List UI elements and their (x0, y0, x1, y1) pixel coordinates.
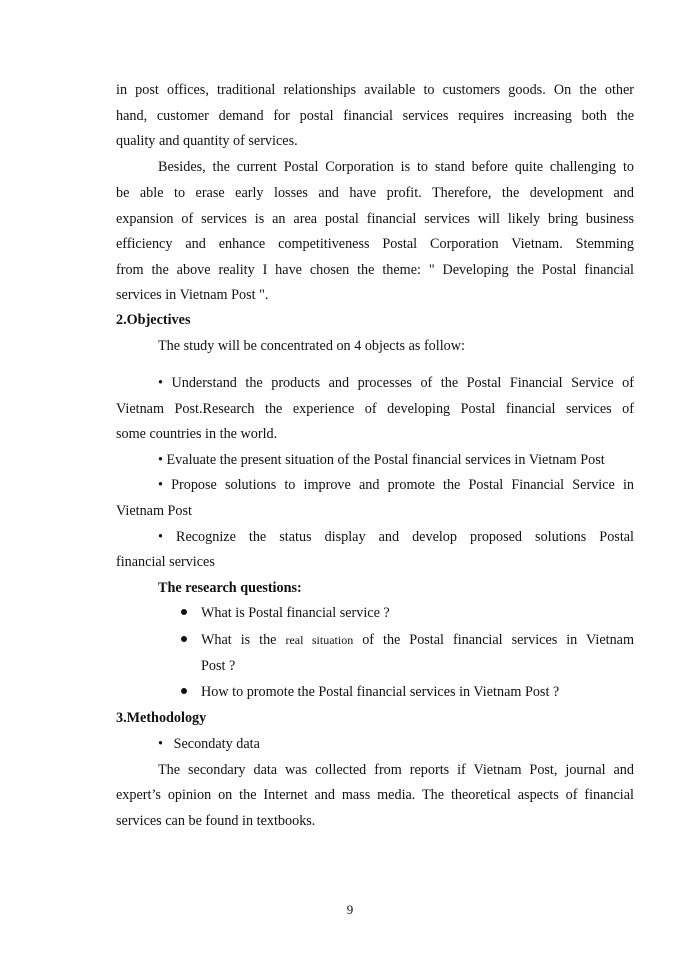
background-line-5: from the above reality I have chosen the theme: " Developing the Postal financial (116, 262, 634, 278)
objectives-intro: The study will be concentrated on 4 objects as follow: (158, 338, 465, 354)
research-questions-heading: The research questions: (158, 580, 302, 596)
methodology-line-1: The secondary data was collected from reports if Vietnam Post, journal and (158, 762, 634, 778)
methodology-bullet: • Secondaty data (158, 736, 260, 752)
background-line-4: efficiency and enhance competitiveness Postal Corporation Vietnam. Stemming (116, 236, 634, 252)
research-question-2-line-2: Post ? (201, 658, 236, 674)
research-question-2-part-2: of the Postal financial services in Vietnam (362, 632, 634, 648)
background-line-1: Besides, the current Postal Corporation is to stand before quite challenging to (158, 159, 634, 175)
research-question-3: How to promote the Postal financial services in Vietnam Post ? (201, 684, 560, 700)
research-question-2-part-1: What is the (201, 632, 277, 648)
objectives-heading: 2.Objectives (116, 312, 191, 328)
objective-item-1-line-2: Vietnam Post.Research the experience of developing Postal financial services of (116, 401, 634, 417)
background-line-3: expansion of services is an area postal financial services will likely bring business (116, 211, 634, 227)
research-question-1: What is Postal financial service ? (201, 605, 390, 621)
bullet-icon (181, 636, 187, 642)
background-line-2: be able to erase early losses and have profit. Therefore, the development and (116, 185, 634, 201)
objective-item-2: • Evaluate the present situation of the Postal financial services in Vietnam Post (158, 452, 605, 468)
intro-line-3: quality and quantity of services. (116, 133, 298, 149)
objective-item-3-line-1: • Propose solutions to improve and promote the Postal Financial Service in (158, 477, 634, 493)
page-number: 9 (346, 902, 354, 917)
intro-line-2: hand, customer demand for postal financial services requires increasing both the (116, 108, 634, 124)
research-question-2-line-1 (201, 631, 634, 649)
objective-item-3-line-2: Vietnam Post (116, 503, 192, 519)
objective-item-4-line-2: financial services (116, 554, 215, 570)
methodology-line-3: services can be found in textbooks. (116, 813, 316, 829)
research-question-2-small-phrase: real situation (285, 633, 354, 647)
intro-line-1: in post offices, traditional relationships available to customers goods. On the other (116, 82, 634, 98)
methodology-line-2: expert’s opinion on the Internet and mass media. The theoretical aspects of financial (116, 787, 634, 803)
objective-item-4-line-1: • Recognize the status display and develop proposed solutions Postal (158, 529, 634, 545)
objective-item-1-line-1: • Understand the products and processes of the Postal Financial Service of (158, 375, 634, 391)
bullet-icon (181, 688, 187, 694)
background-line-6: services in Vietnam Post ". (116, 287, 269, 303)
bullet-icon (181, 609, 187, 615)
objective-item-1-line-3: some countries in the world. (116, 426, 278, 442)
methodology-heading: 3.Methodology (116, 710, 207, 726)
